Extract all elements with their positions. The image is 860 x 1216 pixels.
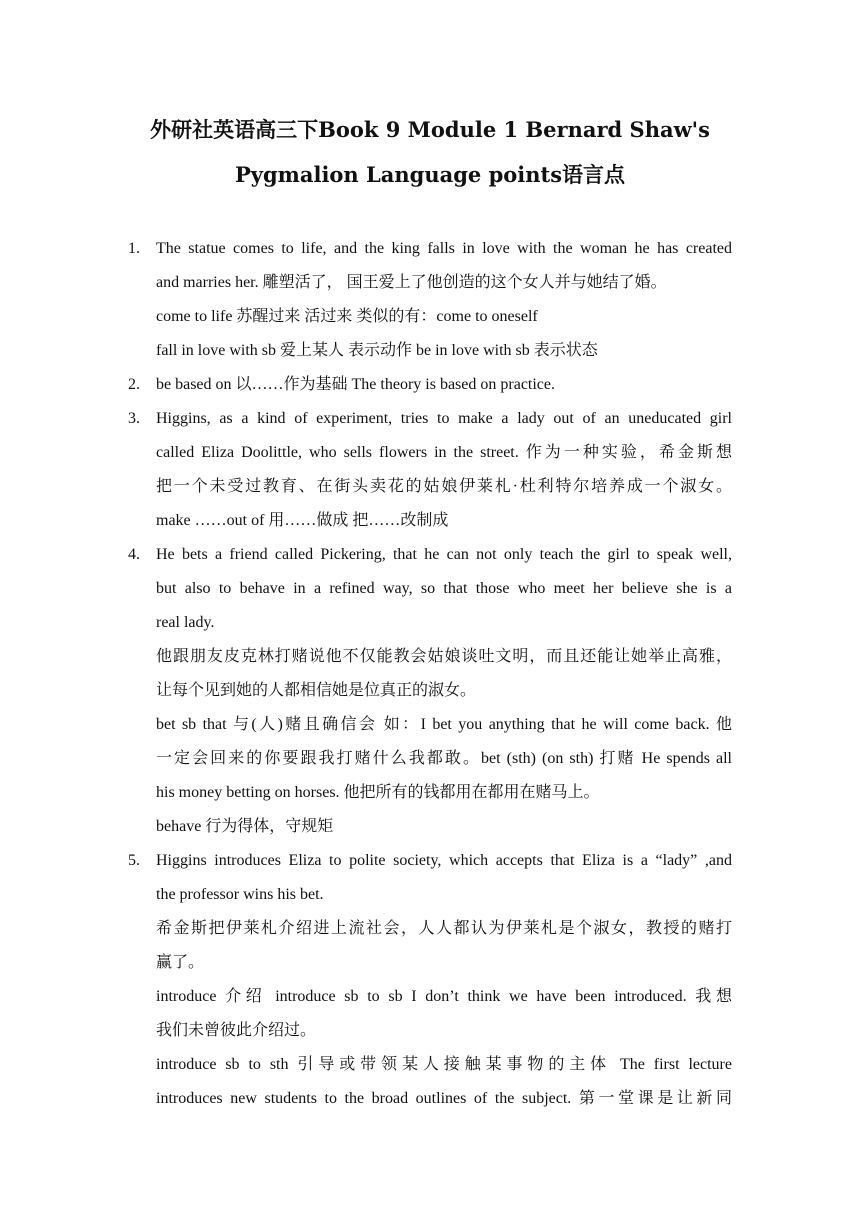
text-line: 一定会回来的你要跟我打赌什么我都敢。bet (sth) (on sth) 打赌 He spends all <box>156 750 732 767</box>
text-line: and marries her. 雕塑活了， 国王爱上了他创造的这个女人并与她结了婚。 <box>156 274 667 291</box>
text-line: 把一个未受过教育、在街头卖花的姑娘伊莱札·杜利特尔培养成一个淑女。 <box>156 478 732 495</box>
document-title-line-1: 外研社英语高三下Book 9 Module 1 Bernard Shaw's <box>150 117 710 142</box>
text-line: come to life 苏醒过来 活过来 类似的有：come to oneself <box>156 308 538 325</box>
list-item <box>128 538 732 844</box>
text-line: introduce sb to sth 引导或带领某人接触某事物的主体 The first lecture <box>156 1056 732 1073</box>
text-line: 让每个见到她的人都相信她是位真正的淑女。 <box>156 682 477 699</box>
text-line: make ……out of 用……做成 把……改制成 <box>156 512 449 529</box>
document-title-line-2: Pygmalion Language points语言点 <box>234 162 626 187</box>
text-line: the professor wins his bet. <box>156 886 324 903</box>
text-line: The statue comes to life, and the king falls in love with the woman he has created <box>156 240 732 257</box>
text-line: He bets a friend called Pickering, that he can not only teach the girl to speak well, <box>156 546 732 563</box>
list-item <box>128 368 732 402</box>
text-line: bet sb that 与(人)赌且确信会 如：I bet you anything that he will come back. 他 <box>156 716 732 733</box>
text-line: his money betting on horses. 他把所有的钱都用在都用在赌马上。 <box>156 784 600 801</box>
text-line: introduce 介绍 introduce sb to sb I don’t think we have been introduced. 我想 <box>156 988 732 1005</box>
text-line: called Eliza Doolittle, who sells flowers in the street. 作为一种实验，希金斯想 <box>156 444 732 461</box>
item-number: 5. <box>128 852 140 869</box>
text-line: behave 行为得体，守规矩 <box>156 818 334 835</box>
text-line: Higgins introduces Eliza to polite society, which accepts that Eliza is a “lady” ,and <box>156 852 732 869</box>
item-number: 1. <box>128 240 140 257</box>
language-points-list <box>128 232 732 1116</box>
list-item <box>128 232 732 368</box>
item-number: 3. <box>128 410 140 427</box>
text-line: Higgins, as a kind of experiment, tries to make a lady out of an uneducated girl <box>156 410 732 427</box>
text-line: real lady. <box>156 614 215 631</box>
list-item <box>128 402 732 538</box>
text-line: be based on 以……作为基础 The theory is based on practice. <box>156 376 556 393</box>
text-line: 希金斯把伊莱札介绍进上流社会，人人都认为伊莱札是个淑女，教授的赌打 <box>156 920 732 937</box>
item-number: 4. <box>128 546 140 563</box>
text-line: introduces new students to the broad outlines of the subject. 第一堂课是让新同 <box>156 1090 732 1107</box>
item-number: 2. <box>128 376 140 393</box>
list-item <box>128 844 732 1116</box>
text-line: fall in love with sb 爱上某人 表示动作 be in love with sb 表示状态 <box>156 342 598 359</box>
text-line: 赢了。 <box>156 954 205 971</box>
text-line: but also to behave in a refined way, so that those who meet her believe she is a <box>156 580 732 597</box>
text-line: 他跟朋友皮克林打赌说他不仅能教会姑娘谈吐文明，而且还能让她举止高雅， <box>156 648 732 665</box>
text-line: 我们未曾彼此介绍过。 <box>156 1022 317 1039</box>
